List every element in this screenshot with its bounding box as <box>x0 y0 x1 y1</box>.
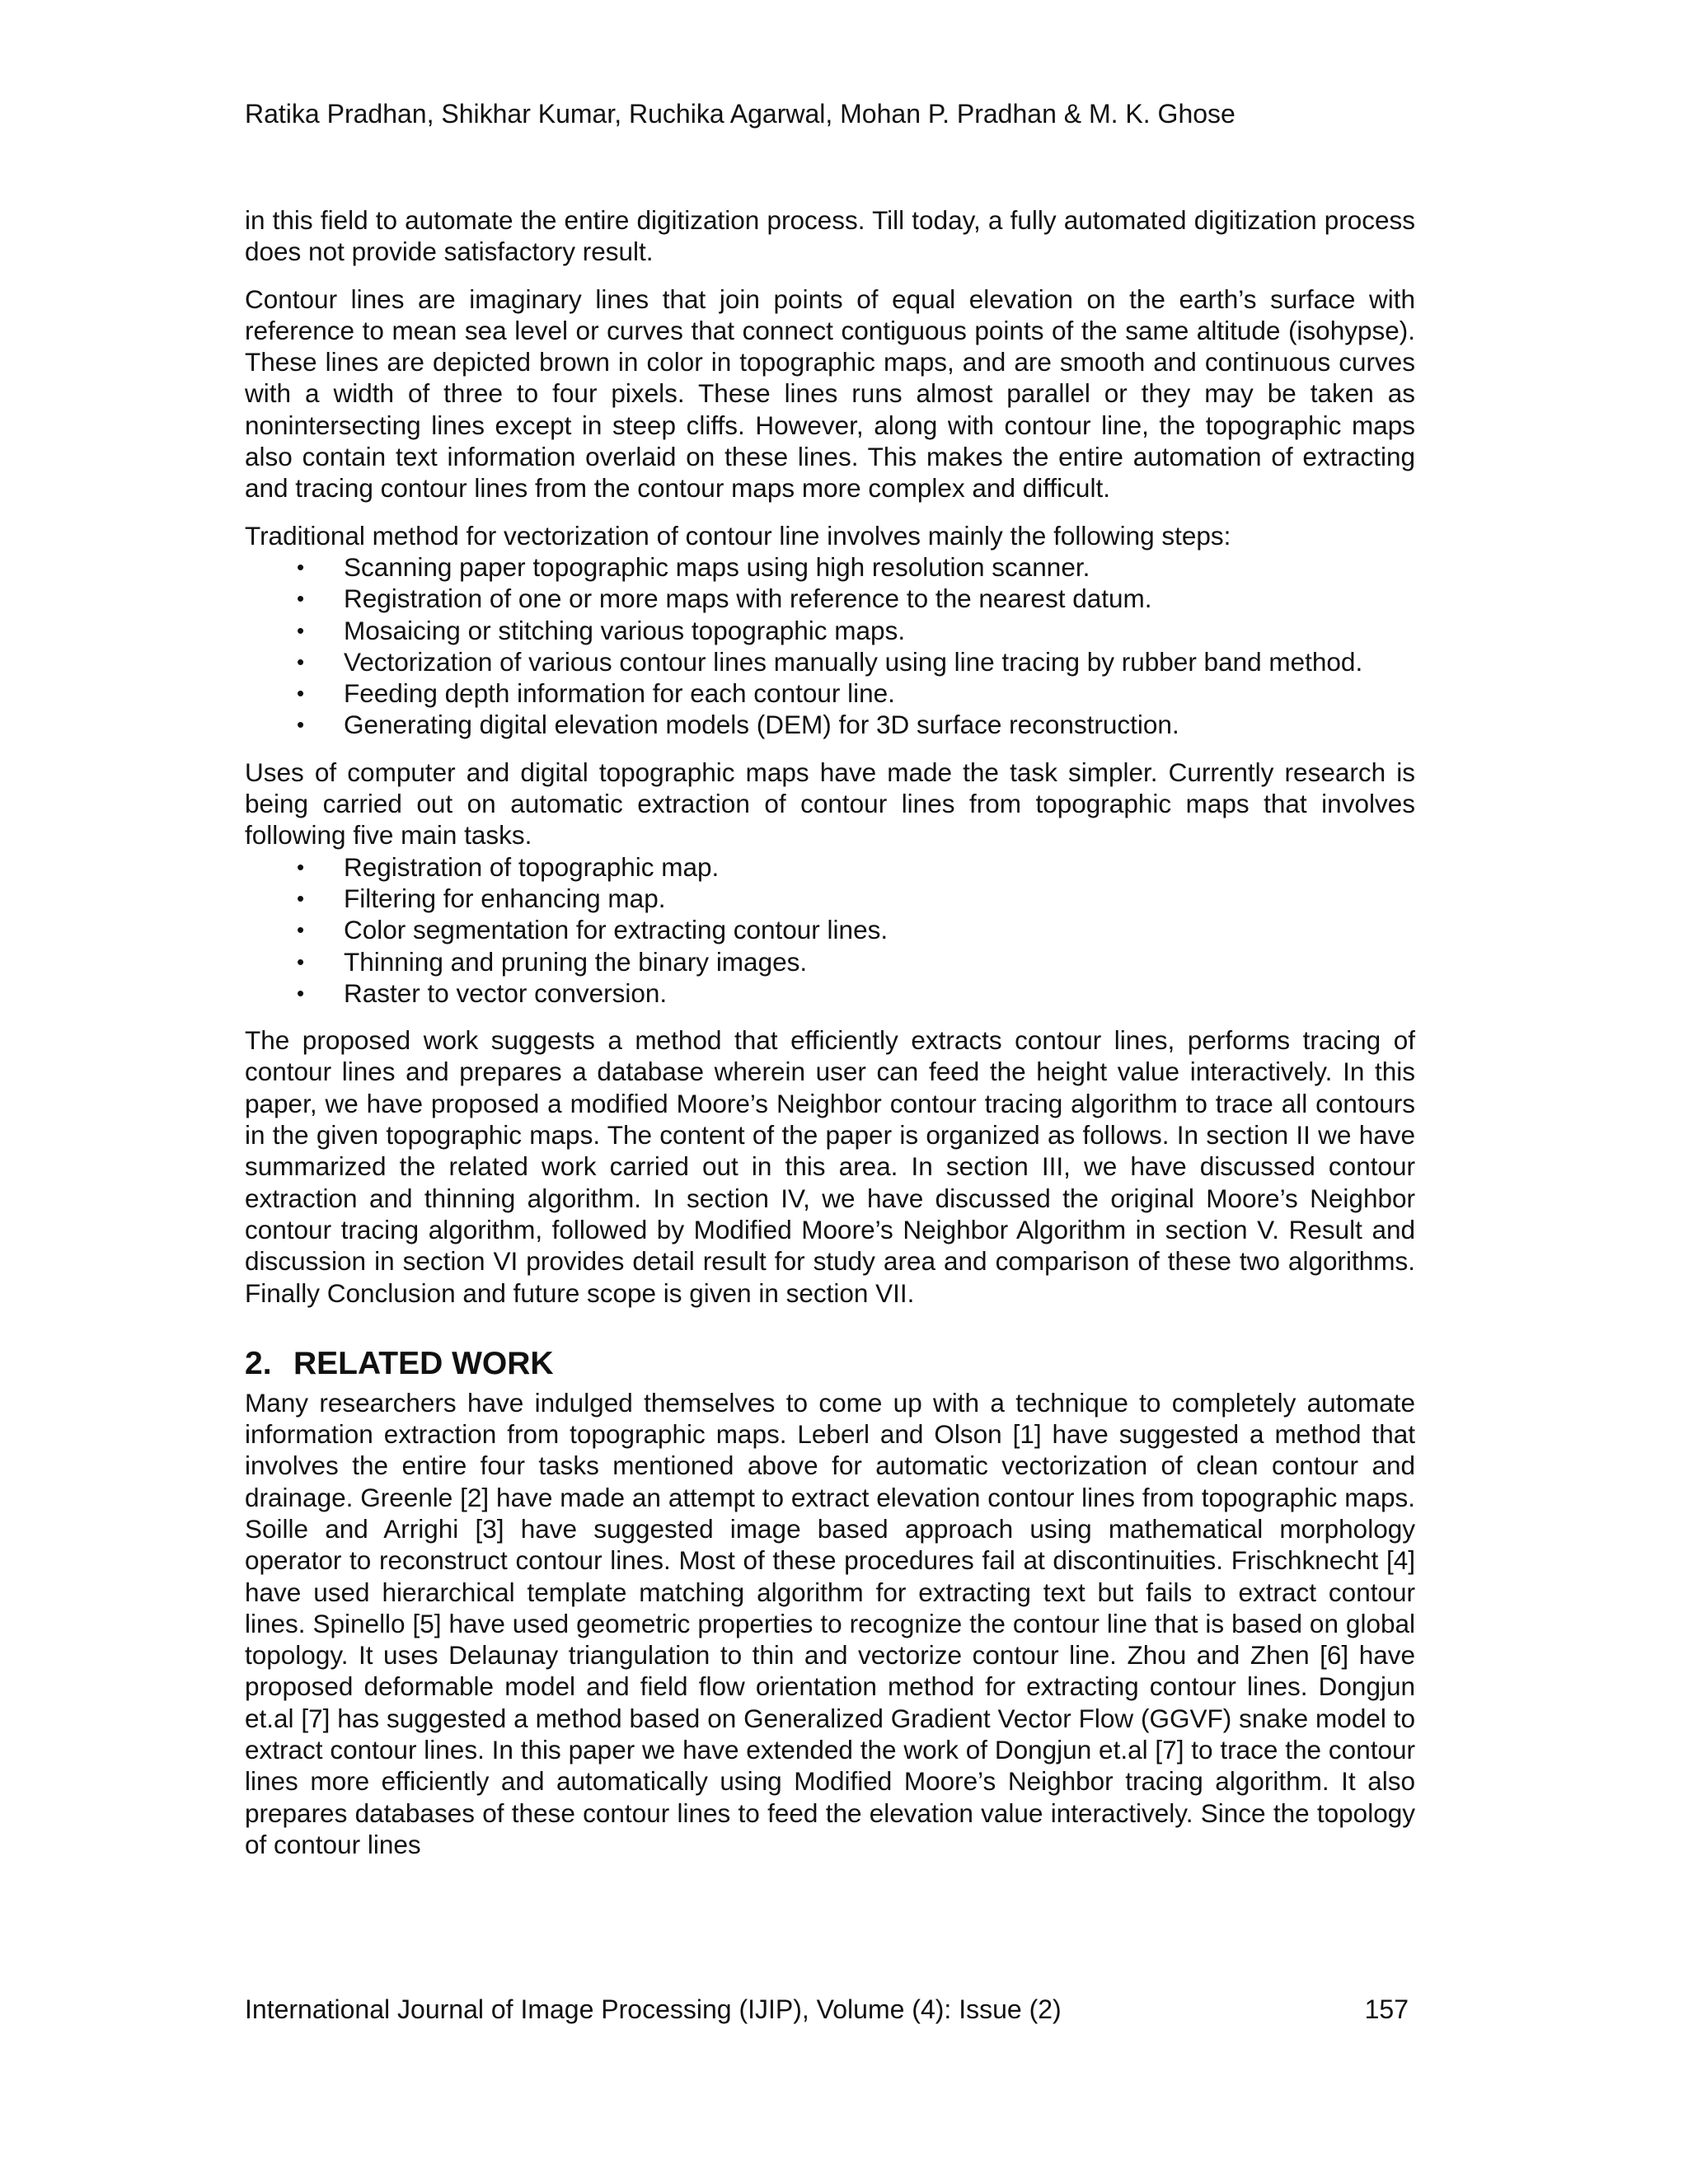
list-item <box>245 851 1415 883</box>
page-number: 157 <box>1364 1994 1409 2024</box>
list-item-text: Thinning and pruning the binary images. <box>344 946 808 977</box>
list-item <box>245 551 1415 583</box>
list-item <box>245 709 1415 740</box>
section-heading <box>245 1344 1415 1384</box>
list-item-text: Registration of one or more maps with reference to the nearest datum. <box>344 583 1152 614</box>
list-item-text: Filtering for enhancing map. <box>344 883 666 913</box>
bullet-icon: • <box>297 712 305 738</box>
paragraph-uses-of-computer: Uses of computer and digital topographic maps have made the task simpler. Currently research is being carried out on automatic extraction of contour lines from topographic maps that involves following five main tasks. <box>245 757 1415 851</box>
paragraph-proposed-work: The proposed work suggests a method that efficiently extracts contour lines, performs tracing of contour lines and prepares a database wherein user can feed the height value interactively. In this paper, we have proposed a modified Moore’s Neighbor contour tracing algorithm to trace all contours in the given topographic maps. The content of the paper is organized as follows. In section II we have summarized the related work carried out in this area. In section III, we have discussed contour extraction and thinning algorithm. In section IV, we have discussed the original Moore’s Neighbor contour tracing algorithm, followed by Modified Moore’s Neighbor Algorithm in section V. Result and discussion in section VI provides detail result for study area and comparison of these two algorithms. Finally Conclusion and future scope is given in section VII. <box>245 1025 1415 1308</box>
list-item <box>245 977 1415 1009</box>
list-item-text: Generating digital elevation models (DEM) for 3D surface reconstruction. <box>344 710 1179 740</box>
list-item <box>245 946 1415 977</box>
list-item <box>245 615 1415 646</box>
bullet-icon: • <box>297 949 305 974</box>
paragraph-related-work: Many researchers have indulged themselves to come up with a technique to completely automate information extraction from topographic maps. Leberl and Olson [1] have suggested a method that involves the entire four tasks mentioned above for automatic vectorization of clean contour and drainage. Greenle [2] have made an attempt to extract elevation contour lines from topographic maps. Soille and Arrighi [3] have suggested image based approach using mathematical morphology operator to reconstruct contour lines. Most of these procedures fail at discontinuities. Frischknecht [4] have used hierarchical template matching algorithm for extracting text but fails to extract contour lines. Spinello [5] have used geometric properties to recognize the contour line that is based on global topology. It uses Delaunay triangulation to thin and vectorize contour line. Zhou and Zhen [6] have proposed deformable model and field flow orientation method for extracting contour lines. Dongjun et.al [7] has suggested a method based on Generalized Gradient Vector Flow (GGVF) snake model to extract contour lines. In this paper we have extended the work of Dongjun et.al [7] to trace the contour lines more efficiently and automatically using Modified Moore’s Neighbor tracing algorithm. It also prepares databases of these contour lines to feed the elevation value interactively. Since the topology of contour lines <box>245 1387 1415 1859</box>
bullet-icon: • <box>297 917 305 943</box>
bullet-icon: • <box>297 980 305 1005</box>
list-item-text: Registration of topographic map. <box>344 851 720 882</box>
list-item-text: Color segmentation for extracting contour lines. <box>344 915 889 945</box>
bullet-icon: • <box>297 885 305 911</box>
bullet-icon: • <box>297 586 305 612</box>
bullet-icon: • <box>297 854 305 879</box>
list-item <box>245 646 1415 677</box>
paragraph-contour-lines: Contour lines are imaginary lines that join points of equal elevation on the earth’s surface with reference to mean sea level or curves that connect contiguous points of the same altitude (isohypse). These lines are depicted brown in color in topographic maps, and are smooth and continuous curves with a width of three to four pixels. These lines runs almost parallel or they may be taken as nonintersecting lines except in steep cliffs. However, along with contour line, the topographic maps also contain text information overlaid on these lines. This makes the entire automation of extracting and tracing contour lines from the contour maps more complex and difficult. <box>245 284 1415 504</box>
list-item <box>245 677 1415 709</box>
main-tasks-list <box>245 851 1415 1009</box>
list-item <box>245 914 1415 945</box>
section-number: 2. <box>245 1345 272 1381</box>
list-item <box>245 883 1415 914</box>
list-item-text: Scanning paper topographic maps using high resolution scanner. <box>344 551 1090 582</box>
list-item-text: Raster to vector conversion. <box>344 977 668 1008</box>
list-item-text: Vectorization of various contour lines manually using line tracing by rubber band method. <box>344 646 1363 677</box>
footer-journal-info: International Journal of Image Processing (IJIP), Volume (4): Issue (2) <box>245 1994 1062 2024</box>
bullet-icon: • <box>297 681 305 706</box>
list-item <box>245 583 1415 614</box>
running-header-authors: Ratika Pradhan, Shikhar Kumar, Ruchika Agarwal, Mohan P. Pradhan & M. K. Ghose <box>245 99 1236 129</box>
paragraph-continuation: in this field to automate the entire digitization process. Till today, a fully automated digitization process does not provide satisfactory result. <box>245 205 1415 267</box>
traditional-steps-list <box>245 551 1415 741</box>
paragraph-traditional-method: Traditional method for vectorization of contour line involves mainly the following steps: <box>245 520 1231 551</box>
body-text <box>245 204 1415 1876</box>
section-title: RELATED WORK <box>293 1345 554 1381</box>
bullet-icon: • <box>297 617 305 643</box>
bullet-icon: • <box>297 554 305 579</box>
list-item-text: Feeding depth information for each contour line. <box>344 678 895 709</box>
list-item-text: Mosaicing or stitching various topographic maps. <box>344 615 906 645</box>
bullet-icon: • <box>297 649 305 674</box>
